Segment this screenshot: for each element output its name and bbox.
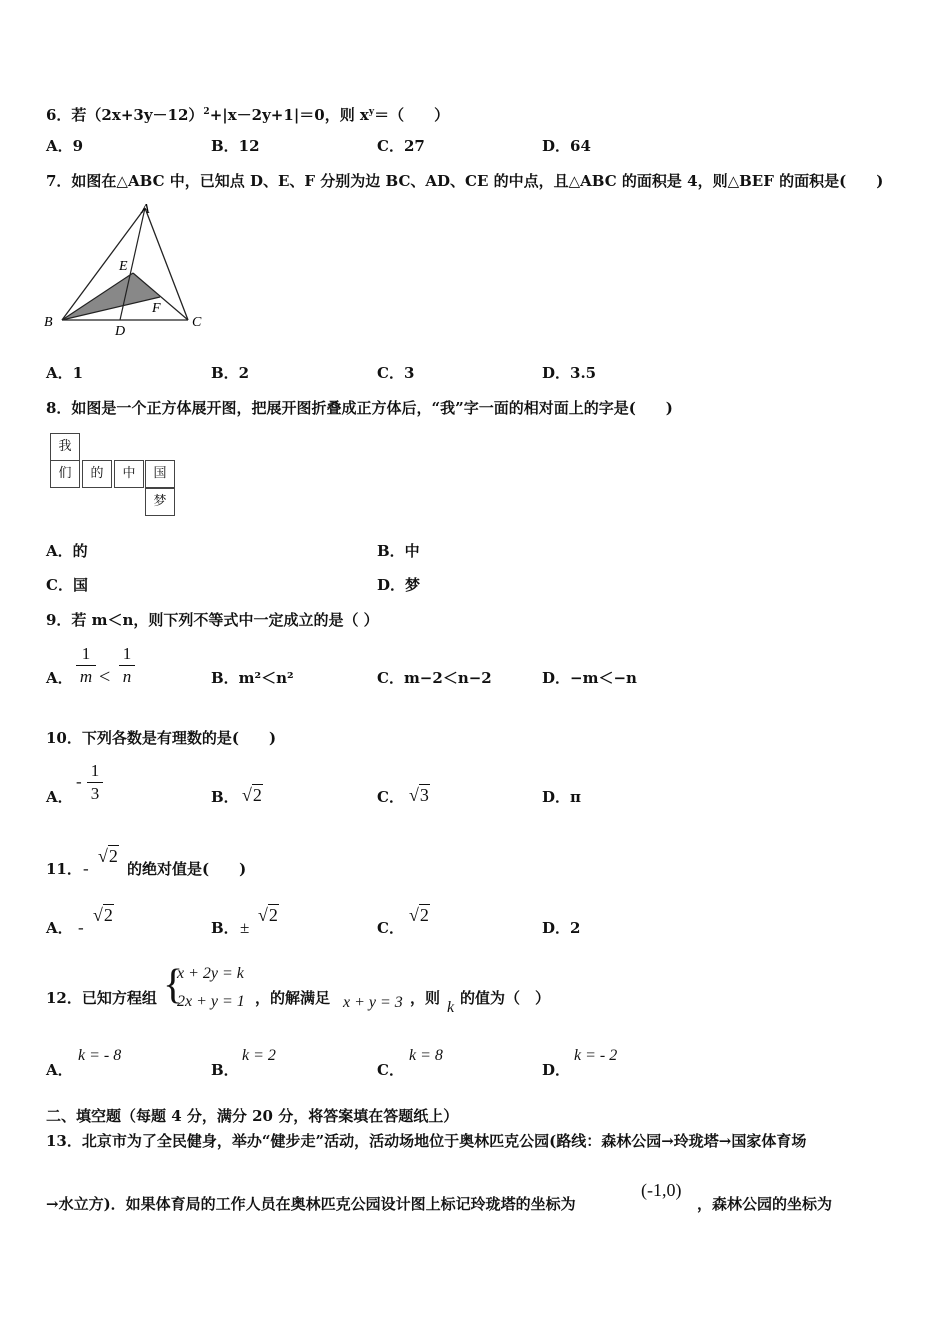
q11-option-a-label: A． xyxy=(46,919,73,937)
section-2-heading: 二、填空题（每题 4 分，满分 20 分，将答案填在答题纸上） xyxy=(46,1107,459,1125)
q10-sqrt-2: √2 xyxy=(242,785,262,805)
q6-option-b: B．12 xyxy=(211,137,260,155)
net-cell-men: 们 xyxy=(50,460,80,488)
fraction-denominator: m xyxy=(79,667,93,686)
fraction-numerator: 1 xyxy=(81,644,91,663)
radicand: 2 xyxy=(252,785,262,805)
q12-stem-a: 12．已知方程组 xyxy=(46,989,157,1007)
net-cell-de: 的 xyxy=(82,460,112,488)
q7-option-b: B．2 xyxy=(211,364,250,382)
q12-option-d-label: D． xyxy=(542,1061,571,1079)
q12-option-b-expr: k = 2 xyxy=(242,1047,276,1064)
q8-option-d: D．梦 xyxy=(377,576,421,594)
q11-option-c-label: C． xyxy=(377,919,404,937)
q12-stem-d: 的值为（ ） xyxy=(460,989,551,1007)
q10-frac-1-over-3 xyxy=(87,761,103,804)
net-cell-zhong: 中 xyxy=(114,460,144,488)
fraction-denominator: n xyxy=(122,667,132,686)
q11-stem-tail: 的绝对值是( ) xyxy=(127,860,247,878)
q11-option-d: D．2 xyxy=(542,919,581,937)
radicand: 2 xyxy=(268,905,278,925)
q10-sqrt-3: √3 xyxy=(409,785,429,805)
fraction-numerator: 1 xyxy=(90,761,100,780)
q8-option-b: B．中 xyxy=(377,542,420,560)
q7-triangle-figure xyxy=(40,198,210,340)
q6-stem: 6．若$(2x+3y-12)^2+|x-2y+1|=0$，则 $x^y=$（ ） xyxy=(46,106,450,124)
q7-option-d: D．3.5 xyxy=(542,364,597,382)
q11-option-b-label: B． xyxy=(211,919,239,937)
q8-stem: 8．如图是一个正方体展开图，把展开图折叠成正方体后，“我”字一面的相对面上的字是( ) xyxy=(46,399,673,417)
label-c: C xyxy=(192,315,202,330)
q10-option-b-label: B． xyxy=(211,788,239,806)
q6-option-a: A．9 xyxy=(46,137,84,155)
q10-stem: 10．下列各数是有理数的是( ) xyxy=(46,729,277,747)
q13-coordinate: (-1,0) xyxy=(641,1180,682,1200)
q11-b-plus-minus: ± xyxy=(240,918,250,937)
q6-option-c: C．27 xyxy=(377,137,425,155)
q12-option-a-label: A． xyxy=(46,1061,73,1079)
q9-stem: 9．若 m＜n，则下列不等式中一定成立的是（ ） xyxy=(46,611,379,629)
q12-equation-1: x + 2y = k xyxy=(177,965,244,982)
label-e: E xyxy=(119,259,128,274)
radicand: 2 xyxy=(108,846,118,866)
q12-option-d-expr: k = - 2 xyxy=(574,1047,618,1064)
q11-a-sqrt-2: √2 xyxy=(93,905,113,925)
net-cell-guo: 国 xyxy=(145,460,175,488)
q11-sqrt-2: √2 xyxy=(98,846,118,866)
q9-option-c: C．m−2＜n−2 xyxy=(377,669,492,687)
q8-option-a: A．的 xyxy=(46,542,88,560)
q12-option-b-label: B． xyxy=(211,1061,239,1079)
q8-option-c: C．国 xyxy=(46,576,88,594)
q6-option-d: D．64 xyxy=(542,137,591,155)
q13-line-1: 13．北京市为了全民健身，举办“健步走”活动，活动场地位于奥林匹克公园(路线：森林公园→玲珑塔→国家体育场 xyxy=(46,1132,807,1150)
q13-line-2b: ，森林公园的坐标为 xyxy=(697,1195,833,1213)
q11-c-sqrt-2: √2 xyxy=(409,905,429,925)
q12-option-c-expr: k = 8 xyxy=(409,1047,443,1064)
q12-condition: x + y = 3 xyxy=(343,994,403,1011)
label-d: D xyxy=(115,324,126,339)
q13-line-2a: →水立方)．如果体育局的工作人员在奥林匹克公园设计图上标记玲珑塔的坐标为 xyxy=(46,1195,576,1213)
q12-option-a-expr: k = - 8 xyxy=(78,1047,122,1064)
q11-a-minus-sign: - xyxy=(78,918,84,937)
q7-option-c: C．3 xyxy=(377,364,415,382)
q7-option-a: A．1 xyxy=(46,364,84,382)
system-brace: { xyxy=(163,962,184,1008)
q10-minus-sign: - xyxy=(76,772,82,791)
q9-option-b: B．m²＜n² xyxy=(211,669,294,687)
q9-frac-1-over-n xyxy=(119,644,135,687)
label-a: A xyxy=(141,202,150,217)
label-f: F xyxy=(152,301,161,316)
label-b: B xyxy=(44,315,53,330)
fraction-numerator: 1 xyxy=(122,644,132,663)
q12-option-c-label: C． xyxy=(377,1061,404,1079)
q10-option-a-label: A． xyxy=(46,788,73,806)
radicand: 3 xyxy=(419,785,429,805)
shaded-triangle-bef xyxy=(62,273,160,320)
q12-stem-c: ，则 xyxy=(410,989,441,1007)
q9-option-a-label: A． xyxy=(46,669,73,687)
q12-equation-2: 2x + y = 1 xyxy=(177,993,245,1010)
net-cell-wo: 我 xyxy=(50,433,80,461)
q11-number: 11． xyxy=(46,860,82,878)
fraction-denominator: 3 xyxy=(90,784,100,803)
radicand: 2 xyxy=(419,905,429,925)
q12-variable-k: k xyxy=(447,999,455,1016)
q10-option-c-label: C． xyxy=(377,788,404,806)
q9-less-than: < xyxy=(99,666,111,688)
coordinate-value: -1,0 xyxy=(647,1180,676,1200)
q7-stem: 7．如图在△ABC 中，已知点 D、E、F 分别为边 BC、AD、CE 的中点，且△ABC 的面积是 4，则△BEF 的面积是( ) xyxy=(46,172,884,190)
q10-option-d: D．π xyxy=(542,788,581,806)
q11-minus-sign: - xyxy=(83,859,89,878)
q9-option-d: D．−m＜−n xyxy=(542,669,637,687)
q9-frac-1-over-m xyxy=(76,644,96,687)
net-cell-meng: 梦 xyxy=(145,488,175,516)
q11-b-sqrt-2: √2 xyxy=(258,905,278,925)
q12-stem-b: ，的解满足 xyxy=(255,989,331,1007)
radicand: 2 xyxy=(103,905,113,925)
